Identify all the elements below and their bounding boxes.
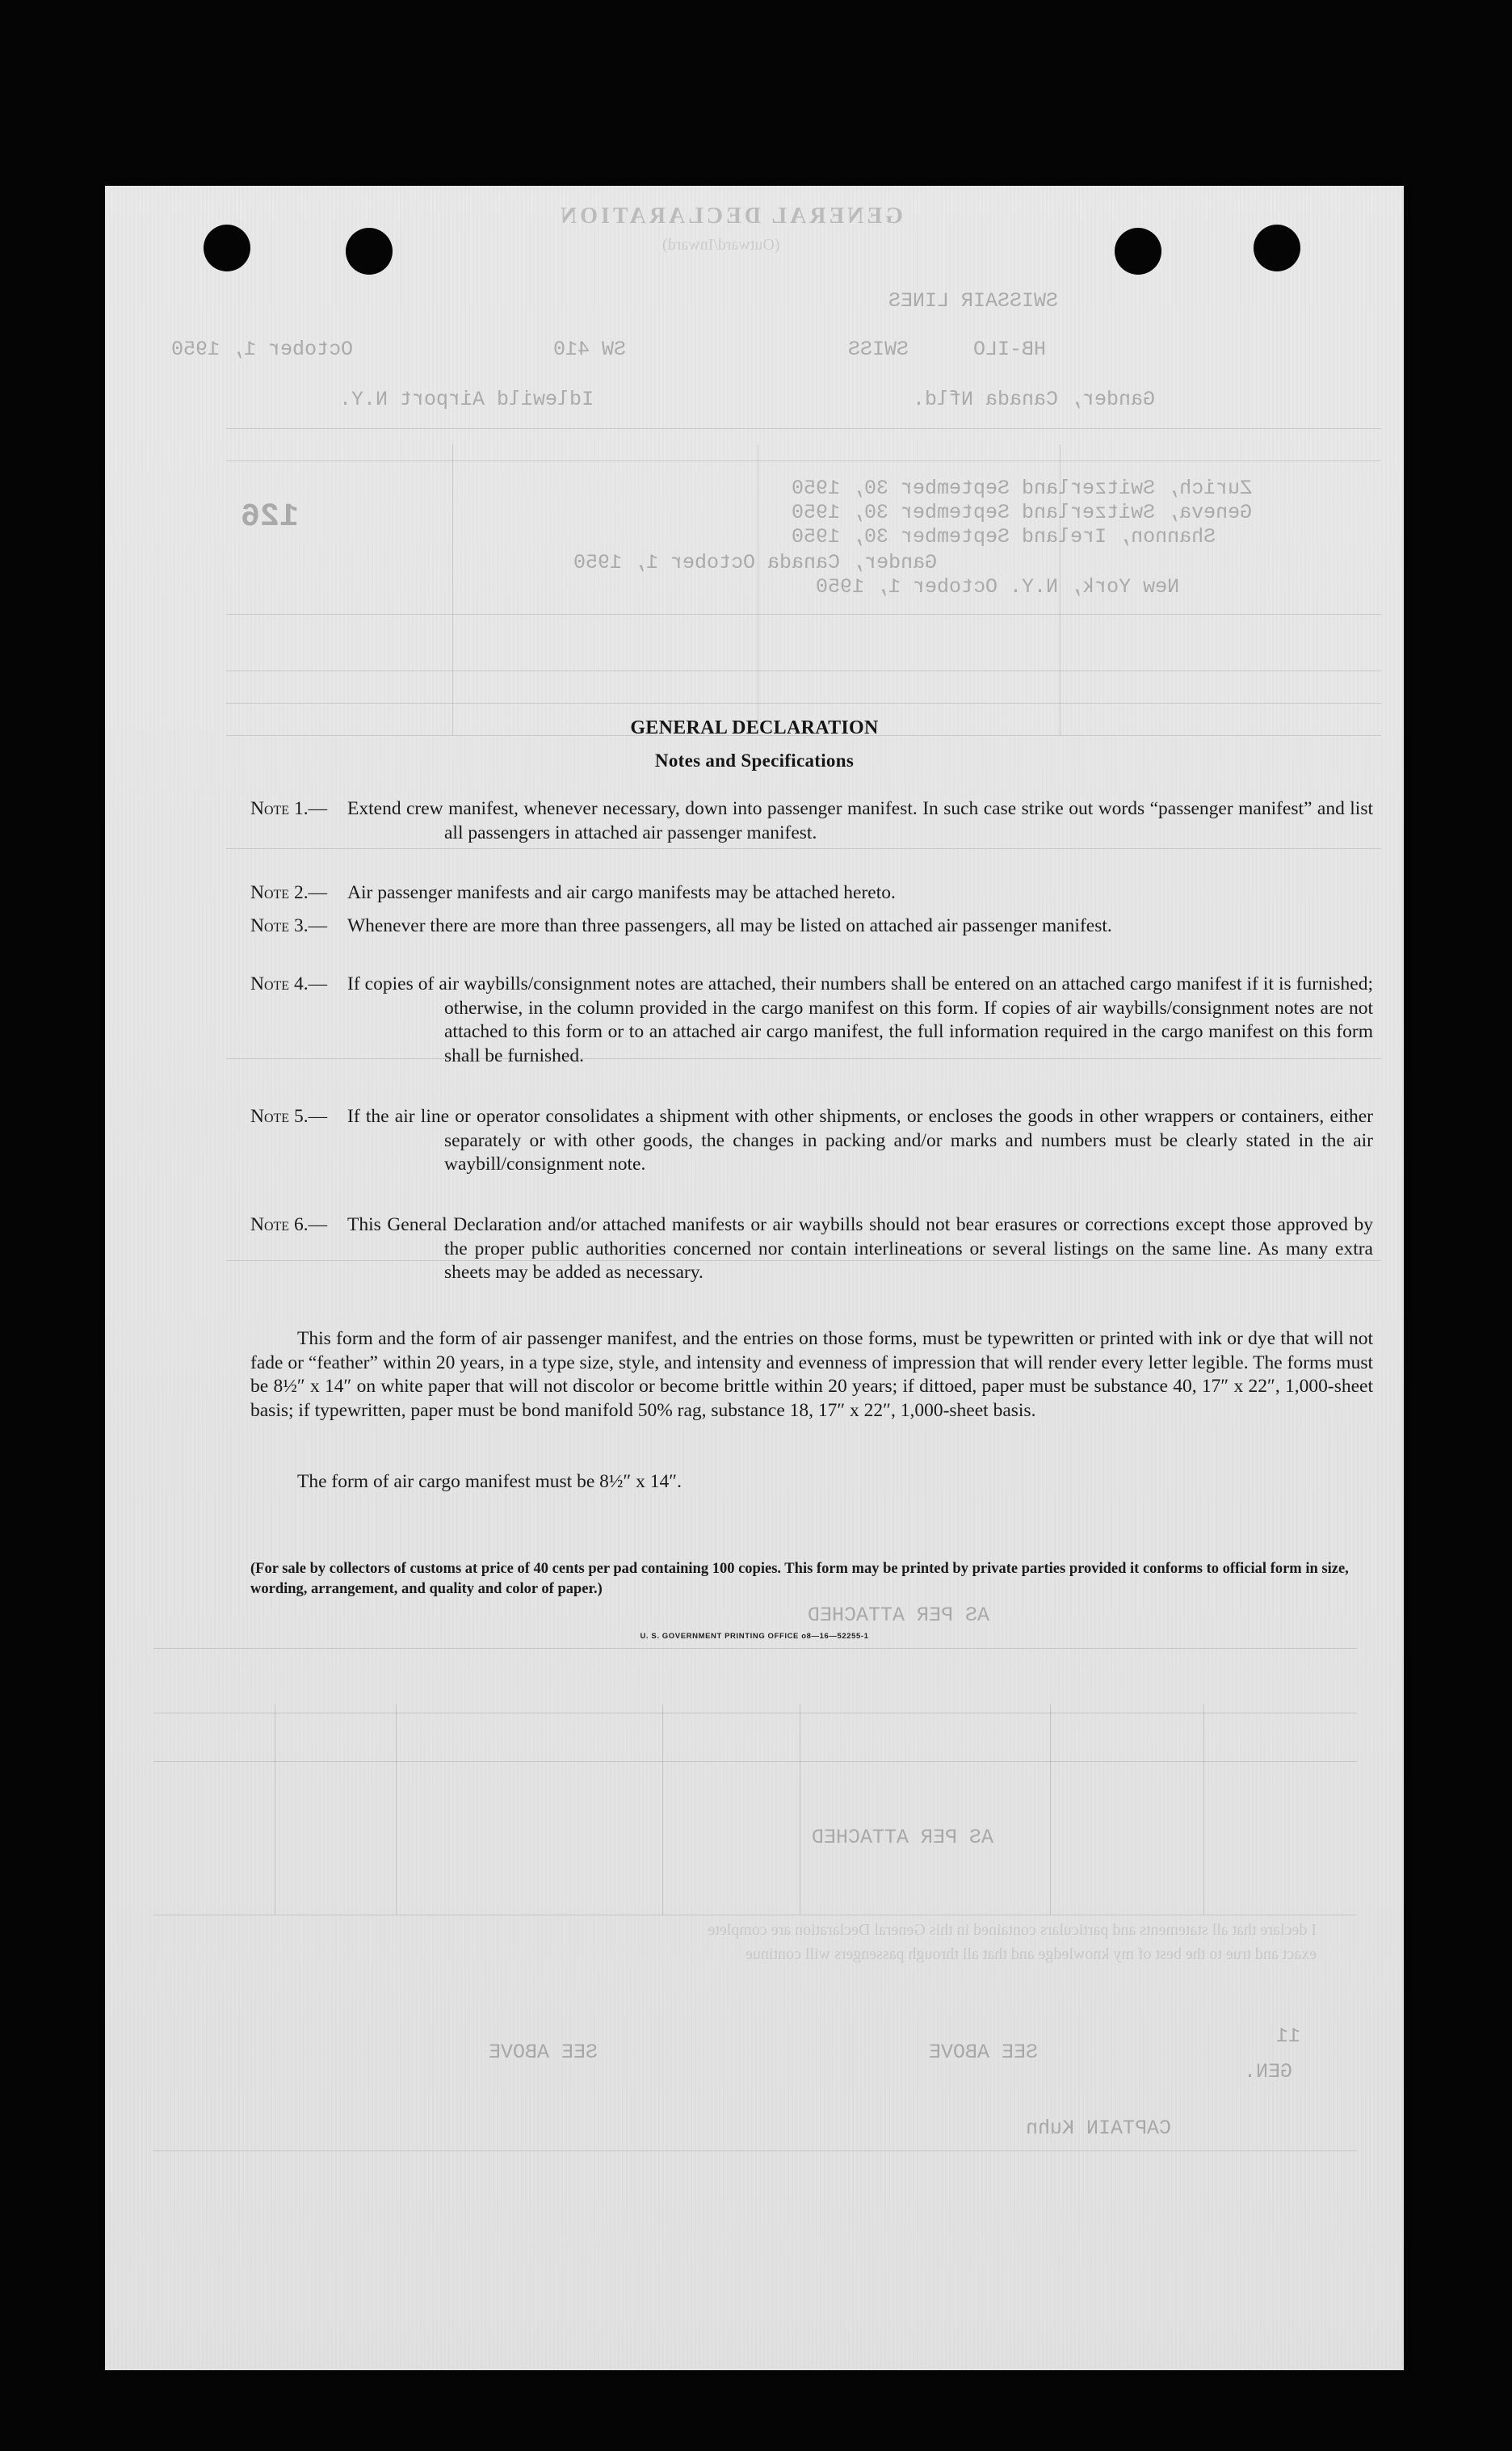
note-text: Extend crew manifest, whenever necessary, down into passenger manifest. In such case strike out words “passenger manifest” and list all passengers in attached air passenger manifest. xyxy=(347,798,1373,843)
bleed-subtitle: (Outward/Inward) xyxy=(662,236,780,254)
page-subtitle: Notes and Specifications xyxy=(654,750,855,771)
form-paragraph: This form and the form of air passenger manifest, and the entries on those forms, must be typewritten or printed with ink or dye that will not fade or “feather” within 20 years, in a type size, style, and intensity and evenness of impression that will render every letter legible. The forms must be 8½″ x 14″ on white paper that will not discolor or become brittle within 20 years; if dittoed, paper must be substance 40, 17″ x 22″, 1,000-sheet basis; if typewritten, paper must be bond manifold 50% rag, substance 18, 17″ x 22″, 1,000-sheet basis. xyxy=(250,1328,1373,1421)
bleed-itin-1: Zurich, Switzerland September 30, 1950 xyxy=(792,477,1253,500)
bleed-see-above-2: SEE ABOVE xyxy=(929,2041,1039,2064)
punch-hole xyxy=(1254,225,1300,271)
note-text: Whenever there are more than three passengers, all may be listed on attached air passenger manifest. xyxy=(347,915,1112,936)
cargo-form-line: The form of air cargo manifest must be 8½″ x 14″. xyxy=(297,1471,682,1492)
bleed-flight: SW 410 xyxy=(553,338,627,361)
note-5 xyxy=(250,1105,1373,1177)
bleed-route-from: Gander, Canada Nfld. xyxy=(913,388,1156,411)
note-3 xyxy=(250,914,1373,939)
page-title: GENERAL DECLARATION xyxy=(630,717,879,738)
note-1 xyxy=(250,797,1373,845)
bleed-operator: SWISSAIR LINES xyxy=(888,289,1059,313)
bleed-flight-date: October 1, 1950 xyxy=(171,338,354,361)
note-text: This General Declaration and/or attached manifests or air waybills should not bear erasures or corrections except those approved by the proper public authorities concerned nor contain interlineations or several listings on the same line. As many extra sheets may be added as necessary. xyxy=(347,1214,1373,1283)
bleed-itin-5: New York, N.Y. October 1, 1950 xyxy=(816,575,1180,599)
bleed-nationality: SWISS xyxy=(848,338,909,361)
note-text: If the air line or operator consolidates a shipment with other shipments, or encloses the goods in other wrappers or containers, either separately or with other goods, the changes in packing and/or marks and numbers must be clearly stated in the air waybill/consignment note. xyxy=(347,1106,1373,1175)
bleed-title: GENERAL DECLARATION xyxy=(557,204,903,229)
printing-office-line: U. S. GOVERNMENT PRINTING OFFICE o8—16—52255-1 xyxy=(640,1632,869,1641)
sale-notice: (For sale by collectors of customs at price of 40 cents per pad containing 100 copies. This form may be printed by private parties provided it conforms to official form in size, wording, arrangement, and quality and color of paper.) xyxy=(250,1561,1349,1597)
note-label: Note 4.— xyxy=(250,973,328,994)
punch-hole xyxy=(346,228,393,275)
bleed-itin-2: Geneva, Switzerland September 30, 1950 xyxy=(792,501,1253,524)
bleed-entry-number: 126 xyxy=(241,499,300,536)
bleed-route-to: Idlewild Airport N.Y. xyxy=(339,388,594,411)
punch-hole xyxy=(1115,228,1161,275)
note-text: Air passenger manifests and air cargo manifests may be attached hereto. xyxy=(347,882,896,903)
note-2 xyxy=(250,881,1373,906)
bleed-aircraft-reg: HB-ILO xyxy=(973,338,1047,361)
bleed-crew-count: 11 xyxy=(1276,2024,1301,2048)
bleed-captain: CAPTAIN Kuhn xyxy=(1026,2117,1172,2140)
note-label: Note 2.— xyxy=(250,882,328,903)
note-6 xyxy=(250,1213,1373,1285)
bleed-cargo-attached-2: AS PER ATTACHED xyxy=(812,1826,994,1849)
note-label: Note 6.— xyxy=(250,1214,328,1235)
bleed-declaration-line: I declare that all statements and particulars contained in this General Declaration are complete xyxy=(708,1921,1317,1939)
document-page xyxy=(105,186,1404,2370)
bleed-cargo-attached-1: AS PER ATTACHED xyxy=(808,1604,990,1627)
note-text: If copies of air waybills/consignment notes are attached, their numbers shall be entered on an attached cargo manifest if it is furnished; otherwise, in the column provided in the cargo manifest on this form. If copies of air waybills/consignment notes are not attached to this form or to an attached air cargo manifest, the full information required in the cargo manifest on this form shall be furnished. xyxy=(347,973,1373,1066)
bleed-see-above-1: SEE ABOVE xyxy=(489,2041,598,2064)
bleed-itin-4: Gander, Canada October 1, 1950 xyxy=(573,551,938,574)
bleed-itin-3: Shannon, Ireland September 30, 1950 xyxy=(792,525,1216,549)
note-label: Note 3.— xyxy=(250,915,328,936)
note-label: Note 1.— xyxy=(250,798,328,819)
note-label: Note 5.— xyxy=(250,1106,328,1127)
note-4 xyxy=(250,973,1373,1068)
bleed-gen: GEN. xyxy=(1244,2060,1293,2083)
punch-hole xyxy=(204,225,250,271)
bleed-declaration-line-2: exact and true to the best of my knowledge and that all through passengers will continue xyxy=(745,1945,1317,1963)
